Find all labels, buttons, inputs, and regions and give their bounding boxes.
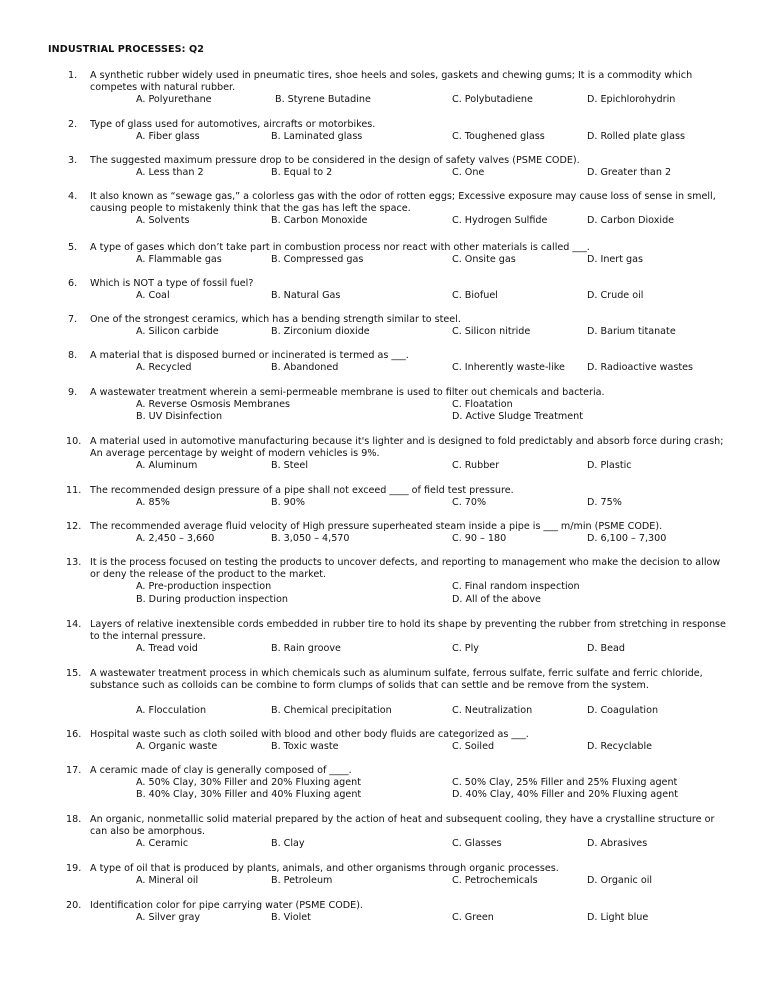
question-number: 11. [66, 485, 82, 496]
answer-option: D. Recyclable [587, 741, 653, 753]
answer-option: B. Compressed gas [271, 254, 364, 266]
answer-option: B. Abandoned [271, 362, 339, 374]
question-number: 4. [68, 191, 78, 202]
answer-option: D. 75% [587, 497, 622, 509]
question-number: 7. [68, 314, 78, 325]
answer-option: A. Silver gray [136, 912, 201, 924]
question-text: Type of glass used for automotives, aircrafts or motorbikes. [90, 119, 376, 130]
answer-option: A. Reverse Osmosis Membranes [136, 399, 291, 411]
question-text: Which is NOT a type of fossil fuel? [90, 278, 254, 289]
answer-option: D. Coagulation [587, 704, 659, 716]
answer-option: C. Onsite gas [452, 254, 516, 266]
question-text: A material that is disposed burned or incinerated is termed as ___. [90, 350, 409, 361]
answer-option: C. Final random inspection [452, 581, 580, 593]
answer-option: A. 50% Clay, 30% Filler and 20% Fluxing agent [136, 777, 361, 789]
question-number: 8. [68, 350, 78, 361]
answer-option: C. 50% Clay, 25% Filler and 25% Fluxing agent [452, 777, 678, 789]
question-number: 2. [68, 119, 78, 130]
answer-option: D. Greater than 2 [587, 167, 672, 179]
answer-option: D. Carbon Dioxide [587, 215, 675, 227]
answer-option: A. Aluminum [136, 460, 198, 472]
answer-option: A. Fiber glass [136, 131, 200, 143]
answer-option: D. 40% Clay, 40% Filler and 20% Fluxing agent [452, 789, 678, 801]
answer-option: B. 3,050 – 4,570 [271, 533, 350, 545]
answer-option: D. Plastic [587, 460, 632, 472]
answer-option: B. Petroleum [271, 875, 333, 887]
answer-option: A. Tread void [136, 643, 198, 655]
answer-option: C. Inherently waste-like [452, 362, 565, 374]
question-text: It also known as “sewage gas,” a colorless gas with the odor of rotten eggs; Excessive exposure may cause loss of sense in smell, causing people to mistakenly think that the gas has left the space. [90, 191, 716, 215]
answer-option: A. Flammable gas [136, 254, 222, 266]
answer-option: B. Carbon Monoxide [271, 215, 368, 227]
answer-option: C. Biofuel [452, 290, 498, 302]
question-text: A synthetic rubber widely used in pneumatic tires, shoe heels and soles, gaskets and chewing gums; It is a commodity which competes with natural rubber. [90, 70, 693, 94]
answer-option: A. 2,450 – 3,660 [136, 533, 215, 545]
answer-option: B. Zirconium dioxide [271, 326, 370, 338]
answer-option: D. Barium titanate [587, 326, 676, 338]
question-number: 6. [68, 278, 78, 289]
answer-option: A. Ceramic [136, 838, 189, 850]
question-number: 14. [66, 619, 82, 630]
question-number: 15. [66, 668, 82, 679]
answer-option: C. 70% [452, 497, 487, 509]
answer-option: B. Styrene Butadine [275, 94, 371, 106]
answer-option: B. Laminated glass [271, 131, 363, 143]
answer-option: D. Epichlorohydrin [587, 94, 676, 106]
answer-option: A. 85% [136, 497, 170, 509]
answer-option: C. Neutralization [452, 704, 533, 716]
question-number: 17. [66, 765, 82, 776]
answer-option: A. Flocculation [136, 704, 207, 716]
question-number: 5. [68, 242, 78, 253]
answer-option: B. Natural Gas [271, 290, 341, 302]
answer-option: C. Floatation [452, 399, 513, 411]
answer-option: B. Violet [271, 912, 311, 924]
answer-option: B. Clay [271, 838, 305, 850]
answer-option: B. 40% Clay, 30% Filler and 40% Fluxing agent [136, 789, 362, 801]
answer-option: D. 6,100 – 7,300 [587, 533, 667, 545]
answer-option: D. All of the above [452, 593, 541, 605]
answer-option: C. Hydrogen Sulfide [452, 215, 548, 227]
answer-option: A. Silicon carbide [136, 326, 219, 338]
question-text: A ceramic made of clay is generally composed of ____. [90, 765, 352, 776]
question-number: 9. [68, 387, 78, 398]
answer-option: A. Recycled [136, 362, 192, 374]
question-number: 1. [68, 70, 78, 81]
answer-option: C. Green [452, 912, 494, 924]
answer-option: D. Bead [587, 643, 625, 655]
question-text: A type of gases which don’t take part in combustion process nor react with other materials is called ___. [90, 242, 590, 253]
question-number: 13. [66, 557, 82, 568]
answer-option: D. Organic oil [587, 875, 653, 887]
answer-option: A. Organic waste [136, 741, 218, 753]
answer-option: D. Light blue [587, 912, 649, 924]
answer-option: C. Petrochemicals [452, 875, 538, 887]
answer-option: C. Polybutadiene [452, 94, 533, 106]
answer-option: B. Chemical precipitation [271, 704, 392, 716]
question-text: The suggested maximum pressure drop to be considered in the design of safety valves (PSME CODE). [90, 155, 580, 166]
answer-option: A. Coal [136, 290, 170, 302]
answer-option: C. One [452, 167, 485, 179]
answer-option: D. Crude oil [587, 290, 644, 302]
question-text: A wastewater treatment process in which chemicals such as aluminum sulfate, ferrous sulfate, ferric sulfate and ferric chloride, substance such as colloids can be combine to form clumps of solids that can settle and be remove from the system. [90, 668, 703, 692]
page-title: INDUSTRIAL PROCESSES: Q2 [48, 44, 205, 55]
question-number: 3. [68, 155, 78, 166]
question-number: 18. [66, 814, 82, 825]
answer-option: C. Glasses [452, 838, 502, 850]
answer-option: D. Rolled plate glass [587, 131, 685, 143]
question-text: A wastewater treatment wherein a semi-permeable membrane is used to filter out chemicals and bacteria. [90, 387, 605, 398]
answer-option: A. Mineral oil [136, 875, 199, 887]
question-text: It is the process focused on testing the products to uncover defects, and reporting to management who make the decision to allow or deny the release of the product to the market. [90, 557, 721, 581]
question-text: A type of oil that is produced by plants, animals, and other organisms through organic processes. [90, 863, 559, 874]
answer-option: A. Solvents [136, 215, 190, 227]
answer-option: C. 90 – 180 [452, 533, 507, 545]
question-text: One of the strongest ceramics, which has a bending strength similar to steel. [90, 314, 461, 325]
answer-option: B. Toxic waste [271, 741, 339, 753]
answer-option: B. UV Disinfection [136, 411, 223, 423]
answer-option: D. Inert gas [587, 254, 644, 266]
question-text: The recommended average fluid velocity of High pressure superheated steam inside a pipe is ___ m/min (PSME CODE). [90, 521, 663, 532]
answer-option: B. 90% [271, 497, 306, 509]
answer-option: C. Rubber [452, 460, 500, 472]
question-number: 10. [66, 436, 82, 447]
question-number: 20. [66, 900, 82, 911]
question-text: Identification color for pipe carrying water (PSME CODE). [90, 900, 363, 911]
answer-option: A. Pre-production inspection [136, 581, 272, 593]
question-number: 19. [66, 863, 82, 874]
answer-option: B. During production inspection [136, 593, 288, 605]
question-text: Hospital waste such as cloth soiled with blood and other body fluids are categorized as ___. [90, 729, 529, 740]
question-text: The recommended design pressure of a pipe shall not exceed ____ of field test pressure. [90, 485, 514, 496]
question-text: Layers of relative inextensible cords embedded in rubber tire to hold its shape by preventing the rubber from stretching in response to the internal pressure. [90, 619, 726, 643]
answer-option: D. Abrasives [587, 838, 648, 850]
answer-option: C. Ply [452, 643, 479, 655]
answer-option: A. Less than 2 [136, 167, 204, 179]
answer-option: A. Polyurethane [136, 94, 212, 106]
answer-option: D. Active Sludge Treatment [452, 411, 583, 423]
answer-option: C. Toughened glass [452, 131, 545, 143]
answer-option: B. Steel [271, 460, 309, 472]
question-text: An organic, nonmetallic solid material prepared by the action of heat and subsequent cooling, they have a crystalline structure or can also be amorphous. [90, 814, 715, 838]
answer-option: B. Equal to 2 [271, 167, 333, 179]
answer-option: B. Rain groove [271, 643, 341, 655]
answer-option: C. Soiled [452, 741, 495, 753]
question-text: A material used in automotive manufacturing because it's lighter and is designed to fold predictably and absorb force during crash; An average percentage by weight of modern vehicles is 9%. [90, 436, 724, 460]
answer-option: C. Silicon nitride [452, 326, 531, 338]
answer-option: D. Radioactive wastes [587, 362, 694, 374]
question-number: 12. [66, 521, 82, 532]
question-number: 16. [66, 729, 82, 740]
